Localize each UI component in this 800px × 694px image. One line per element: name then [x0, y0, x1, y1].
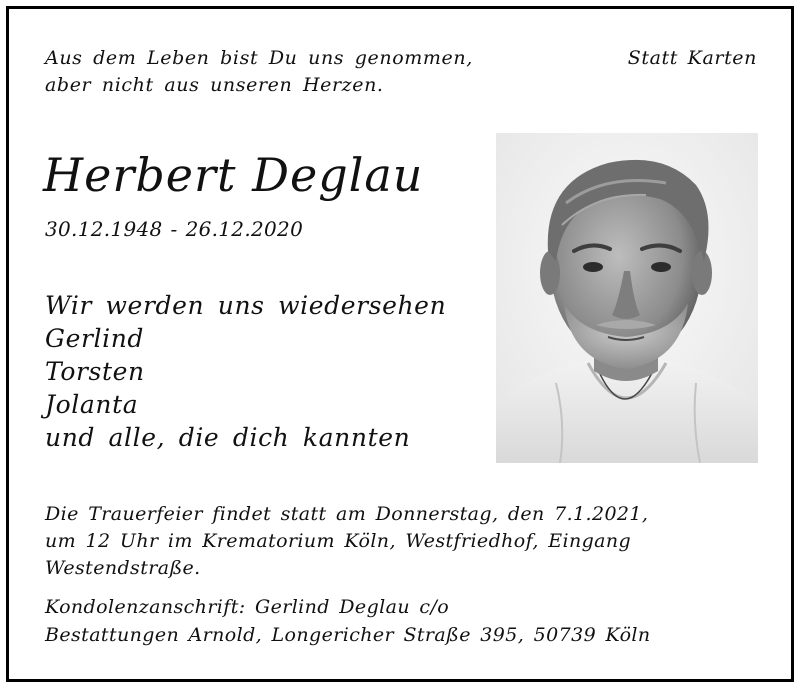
date-separator: -	[170, 217, 178, 241]
life-dates	[45, 215, 303, 243]
quote-line: aber nicht aus unseren Herzen.	[45, 74, 384, 96]
service-line: um 12 Uhr im Krematorium Köln, Westfriedhof, Eingang	[45, 530, 632, 552]
service-line: Die Trauerfeier findet statt am Donnerstag, den 7.1.2021,	[45, 503, 649, 525]
funeral-service-info	[45, 501, 648, 582]
mourners-line: Torsten	[45, 357, 145, 386]
statt-karten-label: Statt Karten	[627, 47, 757, 69]
portrait-photo	[496, 133, 758, 463]
mourners-line: Jolanta	[45, 390, 139, 419]
condolence-line: Bestattungen Arnold, Longericher Straße 395, 50739 Köln	[45, 624, 651, 646]
mourners-line: Wir werden uns wiedersehen	[45, 291, 447, 320]
birth-date: 30.12.1948	[45, 217, 163, 241]
mourners-line: Gerlind	[45, 324, 145, 353]
obituary-notice	[6, 6, 794, 682]
memorial-quote	[45, 45, 565, 99]
death-date: 26.12.2020	[185, 217, 304, 241]
quote-line: Aus dem Leben bist Du uns genommen,	[45, 47, 473, 69]
service-line: Westendstraße.	[45, 557, 201, 579]
mourners-block	[45, 289, 446, 454]
deceased-name: Herbert Deglau	[43, 148, 424, 202]
condolence-address	[45, 593, 651, 649]
condolence-line: Kondolenzanschrift: Gerlind Deglau c/o	[45, 596, 450, 618]
mourners-line: und alle, die dich kannten	[45, 423, 411, 452]
portrait-illustration	[496, 133, 758, 463]
